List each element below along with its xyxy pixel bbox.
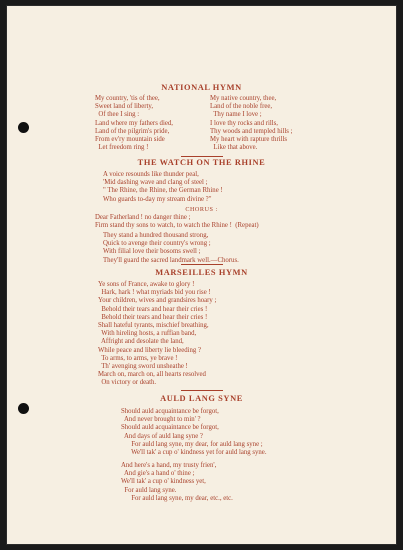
song-sheet-page — [7, 6, 396, 544]
lyric-line: " The Rhine, the Rhine, the German Rhine ! — [103, 187, 223, 195]
watch-on-rhine-verse — [103, 171, 223, 204]
lyric-line: We'll tak' a cup o' kindness yet, — [121, 478, 206, 486]
lyric-line: Should auld acquaintance be forgot, — [121, 424, 219, 432]
lyric-line: They'll guard the sacred landmark well.—Chorus. — [103, 256, 239, 264]
lyric-line: Behold their tears and hear their cries ! — [98, 305, 208, 313]
lyric-line: To arms, to arms, ye brave ! — [98, 354, 178, 362]
lyric-line: My heart with rapture thrills — [210, 135, 288, 143]
section-divider — [181, 390, 223, 391]
lyric-line: Thy name I love ; — [210, 111, 262, 119]
lyric-line: Dear Fatherland ! no danger thine ; — [95, 214, 191, 221]
lyric-line: Quick to avenge their country's wrong ; — [103, 240, 211, 248]
auld-lang-syne-verse-2 — [121, 462, 233, 503]
lyric-line: Firm stand thy sons to watch, to watch the Rhine ! (Repeat) — [95, 222, 259, 230]
lyric-line: Let freedom ring ! — [95, 144, 149, 152]
section-divider — [181, 156, 223, 157]
section-divider — [181, 264, 223, 265]
lyric-line: And here's a hand, my trusty frien', — [121, 462, 217, 469]
chorus-label: CHORUS : — [185, 206, 218, 213]
lyric-line: Who guards to-day my stream divine ?" — [103, 195, 212, 203]
lyric-line: Ye sons of France, awake to glory ! — [98, 281, 195, 288]
lyric-line: Th' avenging sword unsheathe ! — [98, 362, 188, 370]
watch-on-rhine-chorus — [95, 214, 259, 230]
lyric-line: Should auld acquaintance be forgot, — [121, 408, 219, 415]
watch-on-rhine-title: THE WATCH ON THE RHINE — [137, 158, 266, 167]
lyric-line: For auld lang syne. — [121, 486, 177, 494]
lyric-line: And days of auld lang syne ? — [121, 432, 203, 440]
national-hymn-left-verse — [95, 95, 173, 152]
lyric-line: Hark, hark ! what myriads bid you rise ! — [98, 289, 211, 297]
lyric-line: Sweet land of liberty, — [95, 103, 154, 111]
punch-hole — [18, 403, 29, 414]
lyric-line: 'Mid dashing wave and clang of steel ; — [103, 179, 208, 187]
lyric-line: For auld lang syne, my dear, etc., etc. — [121, 494, 233, 502]
lyric-line: Land of the pilgrim's pride, — [95, 127, 170, 135]
lyric-line: And never brought to min' ? — [121, 416, 201, 424]
lyric-line: My native country, thee, — [210, 95, 277, 102]
lyric-line: They stand a hundred thousand strong, — [103, 232, 209, 239]
lyric-line: And gie's a hand o' thine ; — [121, 470, 195, 478]
lyric-line: Like that above. — [210, 144, 258, 152]
marseilles-hymn-title: MARSEILLES HYMN — [155, 268, 248, 277]
lyric-line: Thy woods and templed hills ; — [210, 127, 293, 135]
lyric-line: Land of the noble free, — [210, 103, 273, 111]
national-hymn-title: NATIONAL HYMN — [161, 83, 242, 92]
lyric-line: Behold their tears and hear their cries ! — [98, 313, 208, 321]
punch-hole — [18, 122, 29, 133]
lyric-line: March on, march on, all hearts resolved — [98, 371, 206, 379]
lyric-line: With hireling hosts, a ruffian band, — [98, 330, 197, 338]
lyric-line: My country, 'tis of thee, — [95, 95, 160, 102]
auld-lang-syne-title: AULD LANG SYNE — [160, 394, 243, 403]
lyric-line: While peace and liberty lie bleeding ? — [98, 346, 202, 354]
lyric-line: A voice resounds like thunder peal, — [103, 171, 199, 178]
watch-on-rhine-verse-2 — [103, 232, 239, 265]
lyric-line: On victory or death. — [98, 379, 157, 387]
lyric-line: Your children, wives and grandsires hoary ; — [98, 297, 217, 305]
lyric-line: Affright and desolate the land, — [98, 338, 184, 346]
lyric-line: For auld lang syne, my dear, for auld lang syne ; — [121, 440, 263, 448]
lyric-line: I love thy rocks and rills, — [210, 119, 278, 127]
lyric-line: We'll tak' a cup o' kindness yet for auld lang syne. — [121, 448, 267, 456]
auld-lang-syne-verse-1 — [121, 408, 267, 457]
lyric-line: Land where my fathers died, — [95, 119, 173, 127]
national-hymn-right-verse — [210, 95, 293, 152]
lyric-line: Shall hateful tyrants, mischief breathing, — [98, 321, 209, 329]
marseilles-hymn-verse — [98, 281, 216, 387]
lyric-line: With filial love their bosoms swell ; — [103, 248, 201, 256]
lyric-line: Of thee I sing : — [95, 111, 140, 119]
lyric-line: From ev'ry mountain side — [95, 135, 165, 143]
